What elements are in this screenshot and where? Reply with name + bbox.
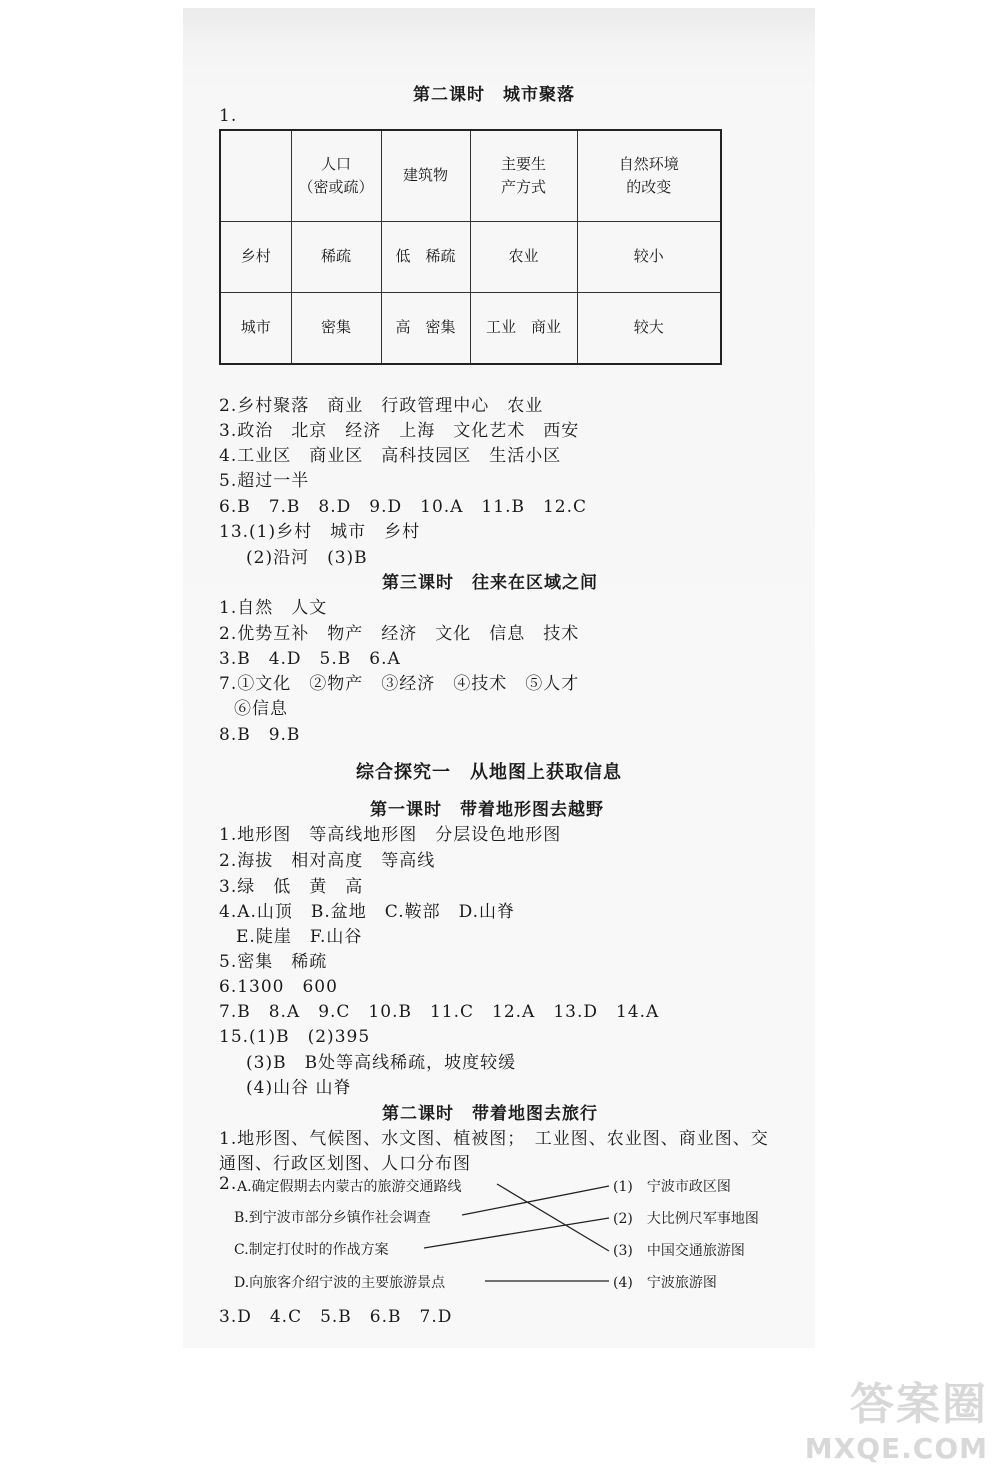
section-title: 第三课时 往来在区域之间 [382, 573, 598, 593]
unit-title: 综合探究一 从地图上获取信息 [356, 762, 622, 783]
answer-line: (3)B B处等高线稀疏，坡度较缓 [246, 1053, 517, 1073]
matching-right-3: (3) 中国交通旅游图 [613, 1243, 745, 1259]
match-line-c [424, 1218, 609, 1248]
table-cell: 农业 [470, 221, 577, 292]
matching-left-b: B.到宁波市部分乡镇作社会调查 [234, 1210, 431, 1226]
matching-left-d: D.向旅客介绍宁波的主要旅游景点 [234, 1275, 446, 1291]
matching-right-1: (1) 宁波市政区图 [613, 1179, 731, 1195]
table-cell: 较小 [577, 221, 721, 292]
answer-line: 2.乡村聚落 商业 行政管理中心 农业 [219, 396, 544, 416]
table-cell: 较大 [577, 292, 721, 364]
table-row-label: 城市 [220, 292, 291, 364]
answer-line: 2.海拔 相对高度 等高线 [219, 851, 436, 871]
answer-line: 15.(1)B (2)395 [219, 1027, 371, 1047]
table-cell: 工业 商业 [470, 292, 577, 364]
answer-line: 5.超过一半 [219, 471, 310, 491]
match-line-a [497, 1184, 609, 1251]
answer-line: (2)沿河 (3)B [246, 548, 368, 568]
answer-line: ⑥信息 [234, 699, 288, 719]
section-title: 第一课时 带着地形图去越野 [370, 800, 604, 820]
table-cell: 高 密集 [381, 292, 470, 364]
answer-line: 3.政治 北京 经济 上海 文化艺术 西安 [219, 421, 580, 441]
watermark [805, 1368, 988, 1465]
answer-line: 6.B 7.B 8.D 9.D 10.A 11.B 12.C [219, 497, 588, 517]
answer-line: (4)山谷 山脊 [246, 1078, 352, 1098]
answer-line: 1.自然 人文 [219, 598, 328, 618]
watermark-logo: 答案圈 [850, 1379, 988, 1430]
table-cell: 密集 [291, 292, 381, 364]
answer-line: 1.地形图 等高线地形图 分层设色地形图 [219, 825, 562, 845]
section-title: 第二课时 带着地图去旅行 [382, 1104, 598, 1124]
answer-line: 3.B 4.D 5.B 6.A [219, 649, 401, 669]
matching-right-4: (4) 宁波旅游图 [613, 1275, 717, 1291]
table-header-population: 人口 （密或疏） [291, 130, 381, 221]
answer-line: 3.D 4.C 5.B 6.B 7.D [219, 1307, 453, 1327]
answer-line: 8.B 9.B [219, 725, 301, 745]
table-header-production: 主要生 产方式 [470, 130, 577, 221]
answer-line: 6.1300 600 [219, 977, 338, 997]
answer-line: 4.A.山顶 B.盆地 C.鞍部 D.山脊 [219, 902, 516, 922]
answer-line: 7.B 8.A 9.C 10.B 11.C 12.A 13.D 14.A [219, 1002, 660, 1022]
table-header-environment: 自然环境 的改变 [577, 130, 721, 221]
match-line-b [462, 1186, 609, 1215]
answer-line: 3.绿 低 黄 高 [219, 877, 364, 897]
matching-left-c: C.制定打仗时的作战方案 [234, 1242, 389, 1258]
answer-line: 13.(1)乡村 城市 乡村 [219, 522, 421, 542]
table-cell: 低 稀疏 [381, 221, 470, 292]
answer-line: 2.优势互补 物产 经济 文化 信息 技术 [219, 624, 580, 644]
table-header-building: 建筑物 [381, 130, 470, 221]
table-cell: 稀疏 [291, 221, 381, 292]
matching-right-2: (2) 大比例尺军事地图 [613, 1211, 759, 1227]
question-number: 1. [219, 106, 238, 126]
answer-line: 5.密集 稀疏 [219, 952, 328, 972]
matching-left-a: A.确定假期去内蒙古的旅游交通路线 [237, 1179, 462, 1195]
section-title: 第二课时 城市聚落 [413, 85, 575, 105]
answer-line: 4.工业区 商业区 高科技园区 生活小区 [219, 446, 562, 466]
answer-line: 1.地形图、气候图、水文图、植被图； 工业图、农业图、商业图、交 [219, 1129, 769, 1149]
answer-line: 通图、行政区划图、人口分布图 [219, 1154, 471, 1174]
watermark-url: MXQE.COM [804, 1432, 988, 1465]
answer-line: E.陡崖 F.山谷 [236, 927, 363, 947]
table-row-label: 乡村 [220, 221, 291, 292]
answer-line: 7.①文化 ②物产 ③经济 ④技术 ⑤人才 [219, 674, 580, 694]
question-number: 2. [219, 1174, 238, 1194]
